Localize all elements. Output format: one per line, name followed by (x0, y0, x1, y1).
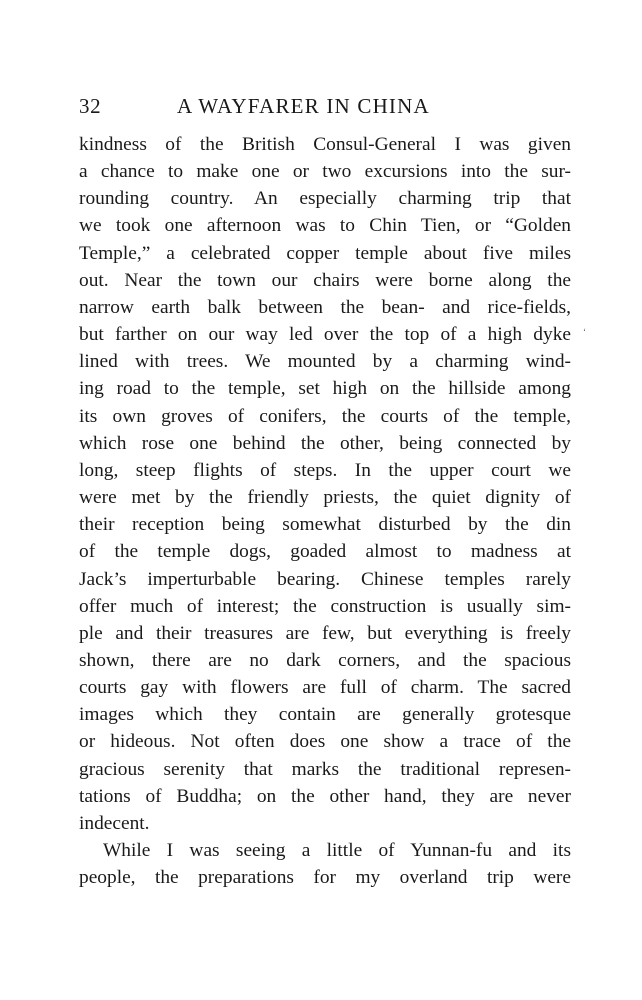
text-line: of the temple dogs, goaded almost to madness at (79, 541, 571, 563)
text-line: narrow earth balk between the bean- and rice-fields, (79, 296, 571, 318)
text-line: we took one afternoon was to Chin Tien, or “Golden (79, 215, 571, 237)
text-line: but farther on our way led over the top of a high dyke (79, 324, 571, 346)
text-line: lined with trees. We mounted by a charming wind- (79, 351, 571, 373)
text-line: images which they contain are generally grotesque (79, 704, 571, 726)
text-line: gracious serenity that marks the traditional represen- (79, 758, 571, 780)
text-line: long, steep flights of steps. In the upper court we (79, 459, 571, 481)
text-line: rounding country. An especially charming trip that (79, 188, 571, 210)
text-line: their reception being somewhat disturbed by the din (79, 514, 571, 536)
text-line: tations of Buddha; on the other hand, they are never (79, 785, 571, 807)
text-line: out. Near the town our chairs were borne along the (79, 269, 571, 291)
body-text (79, 131, 571, 891)
text-line: a chance to make one or two excursions into the sur- (79, 161, 571, 183)
page-number: 32 (79, 94, 102, 118)
text-line: courts gay with flowers are full of charm. The sacred (79, 677, 571, 699)
text-line: kindness of the British Consul-General I was given (79, 134, 571, 155)
text-line: ing road to the temple, set high on the hillside among (79, 378, 571, 400)
text-line: shown, there are no dark corners, and the spacious (79, 649, 571, 671)
running-title: A WAYFARER IN CHINA (177, 94, 430, 118)
text-line: or hideous. Not often does one show a trace of the (79, 731, 571, 753)
margin-mark: ‘ (583, 327, 586, 337)
text-line: ple and their treasures are few, but everything is freely (79, 622, 571, 644)
text-line: people, the preparations for my overland trip were (79, 867, 571, 889)
page-header (79, 94, 571, 126)
text-line: Jack’s imperturbable bearing. Chinese temples rarely (79, 568, 571, 590)
text-line: Temple,” a celebrated copper temple about five miles (79, 242, 571, 264)
paragraph-start-line: While I was seeing a little of Yunnan-fu and its (103, 840, 571, 862)
paragraph-end-line: indecent. (79, 812, 150, 834)
text-line: were met by the friendly priests, the quiet dignity of (79, 487, 571, 509)
text-line: its own groves of conifers, the courts of the temple, (79, 405, 571, 427)
text-line: offer much of interest; the construction is usually sim- (79, 595, 571, 617)
text-line: which rose one behind the other, being connected by (79, 432, 571, 454)
